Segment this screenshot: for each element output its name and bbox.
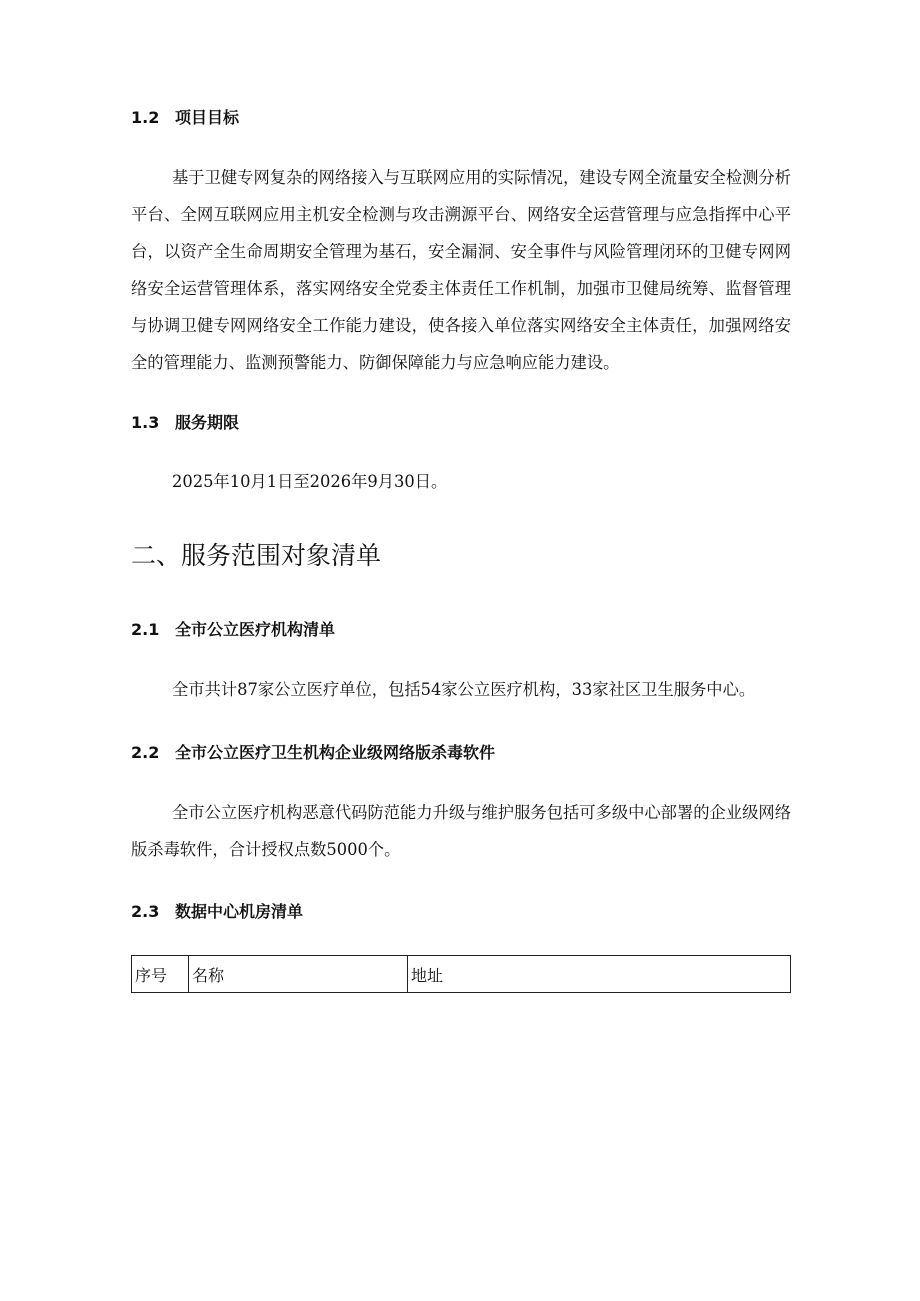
section-title: 数据中心机房清单 <box>175 902 304 921</box>
data-center-table <box>131 955 791 993</box>
section-number: 2.2 <box>131 743 160 762</box>
chapter-2-heading: 二、服务范围对象清单 <box>131 541 382 570</box>
section-title: 项目目标 <box>175 108 240 127</box>
section-2-1-body: 全市共计87家公立医疗单位，包括54家公立医疗机构，33家社区卫生服务中心。 <box>172 680 756 699</box>
section-2-2-heading <box>131 741 495 765</box>
section-2-2-body: 全市公立医疗机构恶意代码防范能力升级与维护服务包括可多级中心部署的企业级网络版杀毒软件，合计授权点数5000个。 <box>131 803 791 859</box>
section-1-2-heading <box>131 106 239 130</box>
column-header-address: 地址 <box>408 956 791 993</box>
section-number: 2.1 <box>131 620 160 639</box>
section-title: 全市公立医疗卫生机构企业级网络版杀毒软件 <box>175 743 496 762</box>
section-1-3-heading <box>131 411 239 435</box>
section-2-1-heading <box>131 618 335 642</box>
section-title: 全市公立医疗机构清单 <box>175 620 336 639</box>
section-title: 服务期限 <box>175 413 240 432</box>
section-number: 1.2 <box>131 108 160 127</box>
column-header-index: 序号 <box>132 956 189 993</box>
section-1-2-body: 基于卫健专网复杂的网络接入与互联网应用的实际情况，建设专网全流量安全检测分析平台、全网互联网应用主机安全检测与攻击溯源平台、网络安全运营管理与应急指挥中心平台，以资产全生命周期安全管理为基石，安全漏洞、安全事件与风险管理闭环的卫健专网网络安全运营管理体系，落实网络安全党委主体责任工作机制，加强市卫健局统筹、监督管理与协调卫健专网网络安全工作能力建设，使各接入单位落实网络安全主体责任，加强网络安全的管理能力、监测预警能力、防御保障能力与应急响应能力建设。 <box>131 168 791 372</box>
section-2-3-heading <box>131 900 303 924</box>
section-number: 1.3 <box>131 413 160 432</box>
section-1-3-body: 2025年10月1日至2026年9月30日。 <box>172 472 448 491</box>
table-header-row <box>132 956 791 993</box>
section-number: 2.3 <box>131 902 160 921</box>
column-header-name: 名称 <box>189 956 408 993</box>
